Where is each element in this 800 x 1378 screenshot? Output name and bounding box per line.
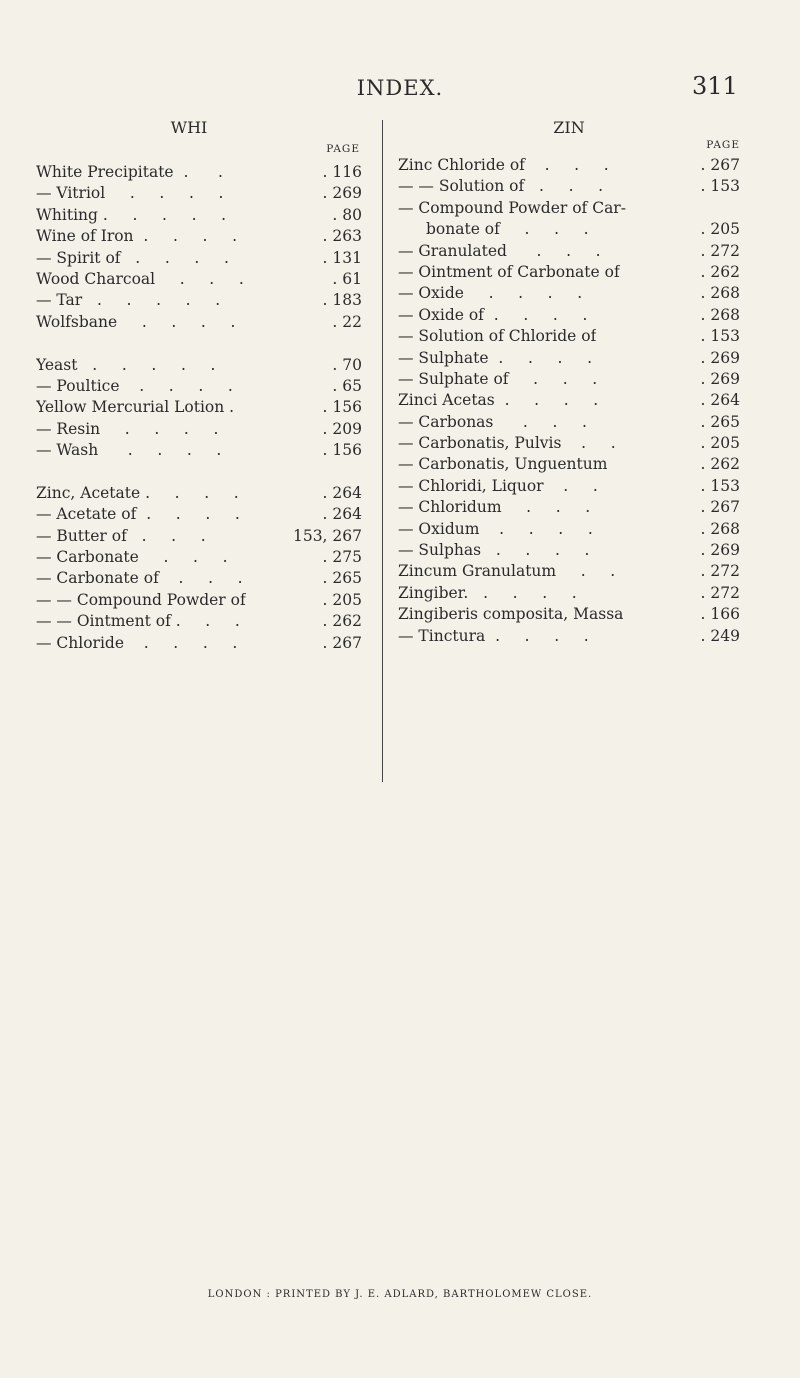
index-entry: [36, 568, 362, 589]
entry-term: — Acetate of . . . .: [36, 505, 240, 524]
entry-page: . 269: [700, 541, 740, 560]
index-entry: [398, 583, 740, 604]
index-entry: [36, 290, 362, 311]
entry-term: — Tar . . . . .: [36, 291, 221, 310]
entry-term: Zingiber. . . . .: [398, 583, 577, 602]
right-entry-list: [398, 155, 740, 647]
entry-page: . 264: [322, 505, 362, 524]
index-entry: [398, 497, 740, 518]
entry-term: — Chloridum . . .: [398, 498, 591, 517]
index-entry: [398, 433, 740, 454]
entry-term: — Tinctura . . . .: [398, 626, 589, 645]
entry-term: Wood Charcoal . . .: [36, 269, 244, 288]
entry-term: — Sulphate of . . .: [398, 369, 598, 388]
entry-term: Yellow Mercurial Lotion .: [36, 398, 235, 417]
entry-page: . 153: [700, 177, 740, 196]
entry-page: . 262: [700, 455, 740, 474]
index-entry: [398, 305, 740, 326]
entry-page: . 65: [332, 376, 362, 395]
index-entry: [398, 519, 740, 540]
entry-spacer: [36, 333, 362, 354]
entry-page: . 156: [322, 441, 362, 460]
entry-term: — — Compound Powder of: [36, 590, 246, 609]
index-entry: [398, 369, 740, 390]
index-entry: [398, 176, 740, 197]
entry-page: . 153: [700, 476, 740, 495]
entry-page: . 205: [322, 590, 362, 609]
entry-term: Yeast . . . . .: [36, 355, 216, 374]
entry-page: . 262: [322, 612, 362, 631]
entry-term: Zincum Granulatum . .: [398, 562, 616, 581]
entry-term: — Carbonatis, Pulvis . .: [398, 434, 616, 453]
entry-page: . 275: [322, 548, 362, 567]
entry-term: — Vitriol . . . .: [36, 184, 224, 203]
entry-term: — Oxide of . . . .: [398, 305, 588, 324]
entry-term: — Butter of . . .: [36, 526, 206, 545]
entry-term: — Solution of Chloride of: [398, 327, 597, 346]
entry-page: . 264: [322, 483, 362, 502]
index-entry: [398, 326, 740, 347]
index-entry: [398, 561, 740, 582]
entry-term: bonate of . . .: [426, 220, 589, 239]
left-column-heading: WHI: [170, 118, 208, 137]
index-entry: [36, 611, 362, 632]
page-number: 311: [692, 72, 738, 100]
entry-page: . 269: [700, 348, 740, 367]
entry-page: . 264: [700, 391, 740, 410]
entry-term: — Sulphas . . . .: [398, 541, 590, 560]
index-entry: [398, 348, 740, 369]
entry-term: Zinc Chloride of . . .: [398, 156, 609, 174]
entry-term: — Carbonate of . . .: [36, 569, 243, 588]
column-divider: [382, 120, 383, 782]
index-entry: [36, 376, 362, 397]
running-head: INDEX.: [356, 76, 444, 100]
entry-page: . 267: [322, 633, 362, 652]
entry-page: . 265: [700, 412, 740, 431]
index-entry: [36, 226, 362, 247]
entry-page: . 267: [700, 498, 740, 517]
index-entry: [398, 454, 740, 475]
index-entry: [398, 540, 740, 561]
index-entry: [36, 590, 362, 611]
entry-page: . 183: [322, 291, 362, 310]
entry-page: . 268: [700, 519, 740, 538]
left-entry-list: [36, 162, 362, 654]
index-entry: [398, 155, 740, 176]
entry-term: — Spirit of . . . .: [36, 248, 229, 267]
index-entry: [36, 355, 362, 376]
entry-spacer: [36, 461, 362, 482]
entry-page: . 267: [700, 156, 740, 174]
entry-term: — Ointment of Carbonate of: [398, 262, 620, 281]
entry-page: . 269: [322, 184, 362, 203]
entry-page: . 70: [332, 355, 362, 374]
entry-term: — Wash . . . .: [36, 441, 222, 460]
index-entry: [398, 626, 740, 647]
entry-page: . 262: [700, 262, 740, 281]
entry-term: — Carbonas . . .: [398, 412, 587, 431]
index-entry: [36, 483, 362, 504]
entry-page: . 263: [322, 227, 362, 246]
index-entry: [36, 312, 362, 333]
entry-page: . 156: [322, 398, 362, 417]
entry-page: . 205: [700, 434, 740, 453]
entry-page: . 209: [322, 419, 362, 438]
right-column: [398, 118, 740, 647]
entry-page: . 272: [700, 583, 740, 602]
right-page-label: PAGE: [706, 139, 740, 151]
index-entry: [398, 262, 740, 283]
entry-page: . 249: [700, 626, 740, 645]
entry-page: . 80: [332, 205, 362, 224]
entry-term: — Granulated . . .: [398, 241, 601, 260]
entry-term: Zingiberis composita, Massa: [398, 605, 624, 624]
entry-term: — Resin . . . .: [36, 419, 219, 438]
entry-page: . 265: [322, 569, 362, 588]
entry-term: — Carbonatis, Unguentum: [398, 455, 608, 474]
printer-imprint: LONDON : PRINTED BY J. E. ADLARD, BARTHOLOMEW CLOSE.: [207, 1289, 593, 1300]
entry-term: Zinc, Acetate . . . .: [36, 483, 239, 502]
index-entry: [36, 205, 362, 226]
entry-page: . 269: [700, 369, 740, 388]
index-entry: [36, 269, 362, 290]
entry-term: Wolfsbane . . . .: [36, 312, 236, 331]
index-entry: [36, 419, 362, 440]
entry-page: . 22: [332, 312, 362, 331]
index-entry: [36, 526, 362, 547]
entry-page: . 268: [700, 284, 740, 303]
index-entry: [36, 440, 362, 461]
entry-term: White Precipitate . .: [36, 163, 223, 181]
index-entry: [398, 604, 740, 625]
entry-page: . 272: [700, 562, 740, 581]
entry-term: Zinci Acetas . . . .: [398, 391, 599, 410]
index-entry: [398, 476, 740, 497]
entry-page: . 268: [700, 305, 740, 324]
entry-term: — Oxidum . . . .: [398, 519, 593, 538]
entry-page: . 205: [700, 220, 740, 239]
entry-term: — Compound Powder of Car-: [398, 198, 626, 217]
left-page-label: PAGE: [326, 143, 360, 155]
index-entry: [398, 219, 740, 240]
entry-page: 153, 267: [292, 526, 362, 545]
index-entry: [36, 633, 362, 654]
entry-page: . 131: [322, 248, 362, 267]
index-entry: [398, 198, 740, 219]
index-entry: [36, 397, 362, 418]
entry-page: . 166: [700, 605, 740, 624]
entry-term: — Chloride . . . .: [36, 633, 238, 652]
entry-term: — Sulphate . . . .: [398, 348, 592, 367]
right-column-heading: ZIN: [553, 118, 585, 137]
entry-term: — Chloridi, Liquor . .: [398, 476, 598, 495]
left-column: [36, 118, 362, 654]
entry-term: — Poultice . . . .: [36, 376, 233, 395]
entry-page: . 272: [700, 241, 740, 260]
index-entry: [36, 504, 362, 525]
index-entry: [36, 183, 362, 204]
index-entry: [398, 283, 740, 304]
entry-page: . 116: [322, 163, 362, 181]
entry-term: — — Solution of . . .: [398, 177, 604, 196]
index-entry: [36, 547, 362, 568]
index-entry: [36, 248, 362, 269]
index-entry: [398, 412, 740, 433]
index-entry: [398, 390, 740, 411]
entry-page: . 61: [332, 269, 362, 288]
entry-term: — Oxide . . . .: [398, 284, 583, 303]
entry-term: Whiting . . . . .: [36, 205, 227, 224]
index-entry: [36, 162, 362, 183]
entry-page: . 153: [700, 327, 740, 346]
entry-term: — — Ointment of . . .: [36, 612, 240, 631]
entry-term: — Carbonate . . .: [36, 548, 228, 567]
index-entry: [398, 241, 740, 262]
entry-term: Wine of Iron . . . .: [36, 227, 238, 246]
